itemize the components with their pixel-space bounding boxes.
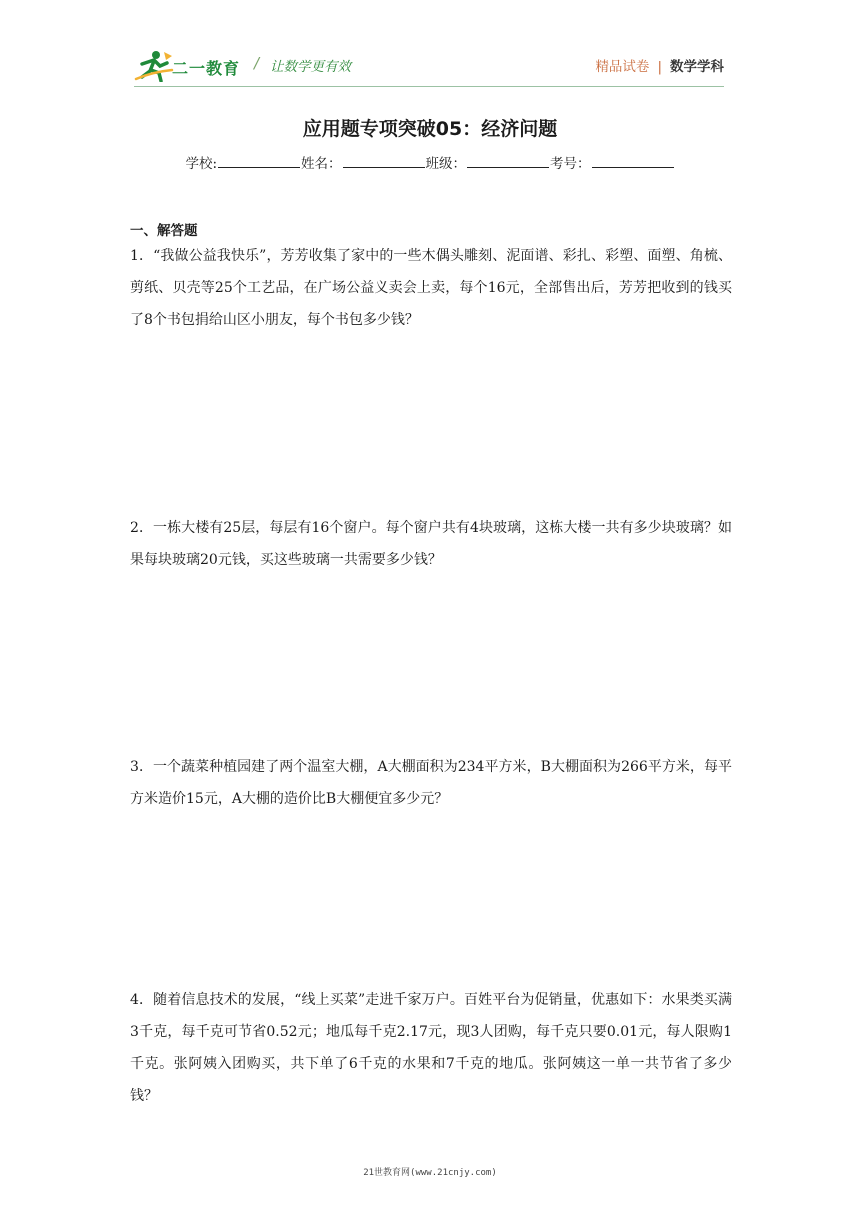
brand-label-subject: 数学学科	[670, 59, 724, 75]
header-slash: /	[254, 54, 260, 72]
school-blank	[218, 155, 300, 168]
question-2: 2．一栋大楼有25层，每层有16个窗户。每个窗户共有4块玻璃，这栋大楼一共有多少块玻璃？如果每块玻璃20元钱，买这些玻璃一共需要多少钱？	[130, 520, 732, 568]
logo	[134, 50, 244, 82]
number-blank	[592, 155, 674, 168]
logo-text: 二一教育	[172, 59, 241, 78]
question-1: 1．“我做公益我快乐”，芳芳收集了家中的一些木偶头雕刻、泥面谱、彩扎、彩塑、面塑、角梳、剪纸、贝壳等25个工艺品，在广场公益义卖会上卖，每个16元，全部售出后，芳芳把收到的钱买了8个书包捐给山区小朋友，每个书包多少钱？	[130, 248, 732, 328]
header-divider	[134, 86, 724, 87]
class-label: 班级：	[425, 156, 467, 172]
student-info-line	[0, 152, 860, 172]
header-slogan: 让数学更有效	[270, 59, 351, 75]
brand-label-premium: 精品试卷	[595, 59, 650, 75]
brand-tag	[595, 55, 724, 75]
page-title: 应用题专项突破05：经济问题	[302, 118, 558, 140]
question-4: 4．随着信息技术的发展，“线上买菜”走进千家万户。百姓平台为促销量，优惠如下：水果类买满3千克，每千克可节省0.52元；地瓜每千克2.17元，现3人团购，每千克只要0.01元，每人限购1千克。张阿姨入团购买，共下单了6千克的水果和7千克的地瓜。张阿姨这一单一共节省了多少钱？	[130, 992, 732, 1104]
school-label: 学校:	[185, 156, 218, 172]
brand-separator: |	[657, 59, 662, 75]
runner-logo-icon	[134, 50, 174, 82]
name-label: 姓名：	[301, 156, 342, 172]
class-blank	[467, 155, 549, 168]
question-3: 3．一个蔬菜种植园建了两个温室大棚，A大棚面积为234平方米，B大棚面积为266平方米，每平方米造价15元，A大棚的造价比B大棚便宜多少元？	[130, 759, 732, 807]
page-footer: 21世教育网(www.21cnjy.com)	[363, 1168, 497, 1178]
name-blank	[343, 155, 425, 168]
number-label: 考号：	[550, 156, 591, 172]
page-header	[134, 48, 724, 86]
section-heading: 一、解答题	[130, 223, 198, 239]
